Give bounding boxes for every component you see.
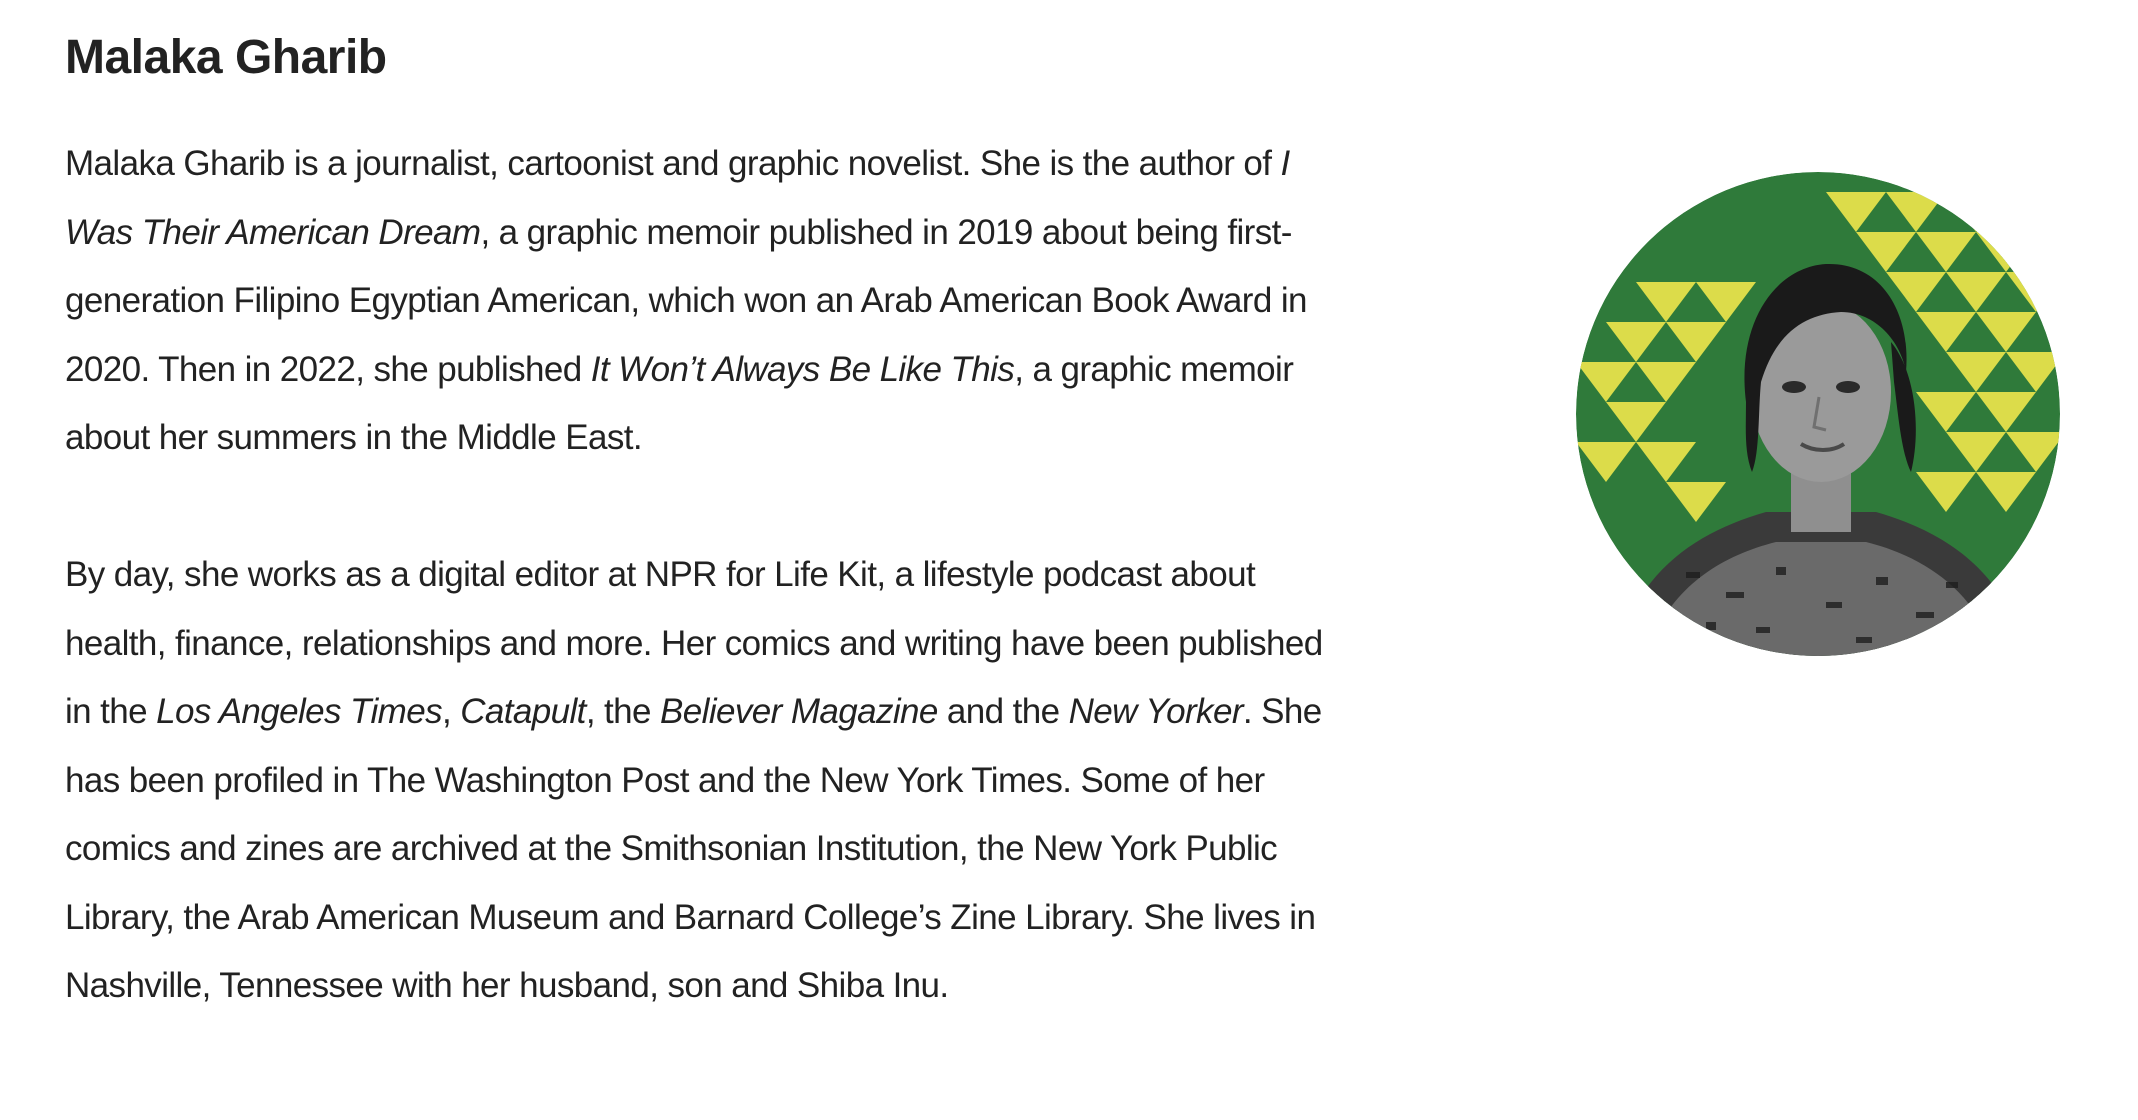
author-name-heading: Malaka Gharib bbox=[65, 31, 387, 84]
bio-text-segment: , the bbox=[585, 692, 661, 731]
publication-catapult: Catapult bbox=[460, 692, 586, 731]
bio-paragraph-2 bbox=[65, 541, 1325, 1021]
publication-new-yorker: New Yorker bbox=[1068, 692, 1243, 731]
bio-text-segment: , bbox=[442, 692, 461, 731]
book-title-i-was-their-american-dream: I Was Their American Dream bbox=[65, 144, 1290, 252]
bio-text-segment: . She has been profiled in The Washington Post and the New York Times. Some of her comics and zines are archived at the Smithsonian Institution, the New York Public Library, the Arab American Museum and Barnard College’s Zine Library. She lives in Nashville, Tennessee with her husband, son and Shiba Inu. bbox=[65, 692, 1322, 1005]
bio-text-segment: By day, she works as a digital editor at NPR for Life Kit, a lifestyle podcast about health, finance, relationships and more. Her comics and writing have been published in the bbox=[65, 555, 1323, 731]
bio-paragraph-1 bbox=[65, 130, 1325, 473]
bio-text-segment: and the bbox=[937, 692, 1069, 731]
bio-text-segment: , a graphic memoir about her summers in the Middle East. bbox=[65, 349, 1294, 457]
bio-text-segment: , a graphic memoir published in 2019 about being first-generation Filipino Egyptian American, which won an Arab American Book Award in 2020. Then in 2022, she published bbox=[65, 212, 1307, 389]
author-portrait bbox=[1576, 172, 2060, 656]
author-bio-text bbox=[65, 130, 1325, 1021]
book-title-it-wont-always-be-like-this: It Won’t Always Be Like This bbox=[590, 349, 1015, 389]
publication-los-angeles-times: Los Angeles Times bbox=[156, 692, 442, 731]
bio-text-segment: Malaka Gharib is a journalist, cartoonist and graphic novelist. She is the author of bbox=[65, 144, 1281, 183]
publication-believer-magazine: Believer Magazine bbox=[660, 692, 938, 731]
author-portrait-image bbox=[1576, 172, 2060, 656]
